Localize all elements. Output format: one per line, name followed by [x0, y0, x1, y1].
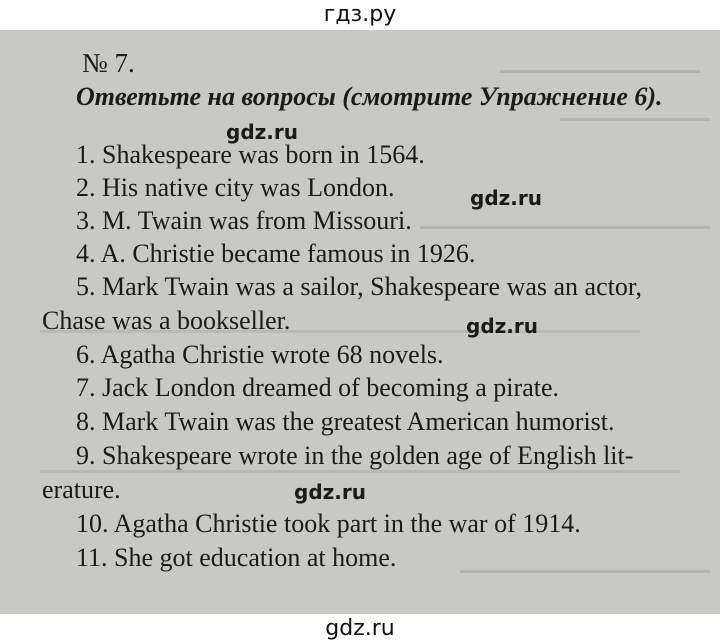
- bleed-through-line: [420, 226, 710, 229]
- answer-line: 6. Agatha Christie wrote 68 novels.: [76, 340, 444, 369]
- answer-line: 8. Mark Twain was the greatest American humorist.: [76, 407, 615, 436]
- answer-line: erature.: [42, 475, 121, 504]
- answer-line: 11. She got education at home.: [76, 543, 397, 572]
- answer-line: 4. A. Christie became famous in 1926.: [76, 239, 476, 268]
- answer-line: 2. His native city was London.: [76, 173, 395, 202]
- answer-line: 7. Jack London dreamed of becoming a pirate.: [76, 373, 559, 402]
- site-header: гдз.ру: [0, 0, 720, 30]
- answer-line: 10. Agatha Christie took part in the war of 1914.: [76, 509, 581, 538]
- answer-line: Chase was a bookseller.: [42, 306, 291, 335]
- watermark: gdz.ru: [294, 480, 366, 504]
- answer-line: 3. M. Twain was from Missouri.: [76, 206, 412, 235]
- watermark: gdz.ru: [466, 314, 538, 338]
- bleed-through-line: [460, 570, 710, 573]
- scanned-page: [0, 30, 720, 614]
- watermark: gdz.ru: [226, 120, 298, 144]
- answer-line: 9. Shakespeare wrote in the golden age of English lit-: [76, 441, 634, 470]
- exercise-number: № 7.: [82, 48, 135, 78]
- watermark: gdz.ru: [470, 186, 542, 210]
- bleed-through-line: [500, 70, 700, 73]
- bleed-through-line: [560, 118, 710, 121]
- answer-line: 5. Mark Twain was a sailor, Shakespeare was an actor,: [76, 272, 642, 301]
- answer-line: 1. Shakespeare was born in 1564.: [76, 140, 425, 169]
- exercise-instruction: Ответьте на вопросы (смотрите Упражнение 6).: [76, 82, 663, 111]
- site-footer: gdz.ru: [0, 614, 720, 642]
